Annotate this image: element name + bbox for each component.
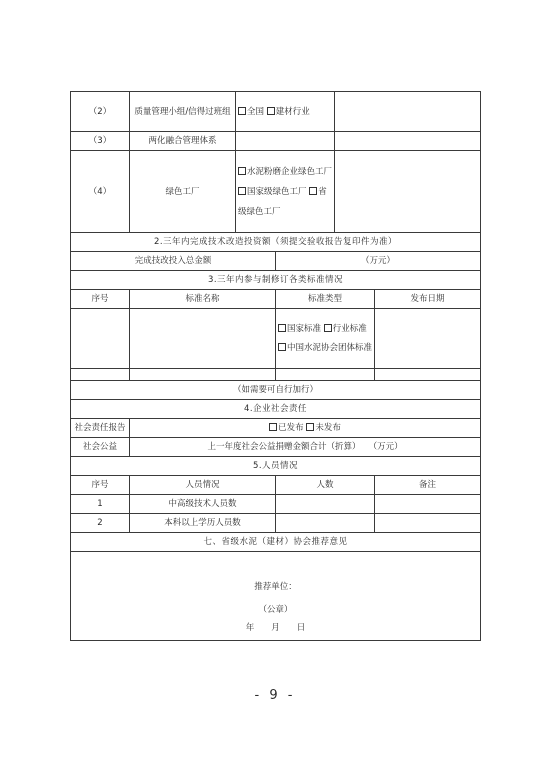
count-field[interactable] — [276, 514, 375, 533]
blank-cell[interactable] — [335, 151, 481, 233]
row-number: （4） — [71, 151, 130, 233]
field-label: 社会责任报告 — [71, 419, 130, 438]
checkbox[interactable] — [269, 423, 277, 431]
option-label: 建材行业 — [275, 106, 310, 117]
column-header: 备注 — [375, 476, 481, 495]
option-label: 省级绿色工厂 — [238, 186, 327, 217]
page-number: - 9 - — [254, 688, 296, 703]
table-note: （如需要可自行加行） — [71, 381, 481, 400]
row-description: 本科以上学历人员数 — [130, 514, 276, 533]
option-label: 未发布 — [315, 423, 341, 433]
option-label: 已发布 — [278, 423, 304, 433]
row-number: （3） — [71, 132, 130, 151]
blank-cell[interactable] — [130, 369, 276, 381]
row-number: 1 — [71, 495, 130, 514]
welfare-field[interactable] — [130, 438, 481, 457]
field-label: 完成技改投入总金额 — [71, 252, 276, 271]
seal-label: （公章） — [258, 605, 293, 615]
blank-cell[interactable] — [71, 309, 130, 369]
section-title: 4.企业社会责任 — [71, 400, 481, 419]
option-label: 行业标准 — [332, 323, 367, 334]
date-label: 年 月 日 — [245, 623, 306, 633]
item-name: 两化融合管理体系 — [130, 132, 236, 151]
remark-field[interactable] — [375, 495, 481, 514]
blank-cell[interactable] — [375, 369, 481, 381]
table-row — [71, 514, 481, 533]
recommendation-area[interactable] — [71, 552, 481, 641]
item-name: 质量管理小组/信得过班组 — [130, 92, 236, 132]
option-label: 全国 — [247, 106, 265, 117]
unit-label: （万元） — [368, 442, 403, 452]
column-header: 发布日期 — [375, 290, 481, 309]
option-group — [236, 151, 335, 233]
blank-cell[interactable] — [375, 309, 481, 369]
blank-cell[interactable] — [130, 309, 276, 369]
row-number: （2） — [71, 92, 130, 132]
option-label: 国家级绿色工厂 — [247, 186, 307, 197]
checkbox[interactable] — [324, 324, 332, 332]
section-title: 5.人员情况 — [71, 457, 481, 476]
recommender-label: 推荐单位： — [254, 582, 297, 592]
checkbox[interactable] — [309, 187, 317, 195]
item-name: 绿色工厂 — [130, 151, 236, 233]
option-label: 国家标准 — [287, 323, 322, 334]
checkbox[interactable] — [238, 187, 246, 195]
unit-label: （万元） — [361, 256, 396, 266]
blank-cell[interactable] — [71, 369, 130, 381]
blank-cell[interactable] — [276, 369, 375, 381]
column-header: 人数 — [276, 476, 375, 495]
column-header: 标准名称 — [130, 290, 276, 309]
row-number: 2 — [71, 514, 130, 533]
option-label: 水泥粉磨企业绿色工厂 — [247, 166, 333, 177]
blank-cell[interactable] — [335, 92, 481, 132]
option-group — [236, 92, 335, 132]
field-label: 社会公益 — [71, 438, 130, 457]
field-text: 上一年度社会公益捐赠金额合计（折算） — [207, 442, 361, 452]
option-group — [276, 309, 375, 369]
checkbox[interactable] — [238, 167, 246, 175]
column-header: 人员情况 — [130, 476, 276, 495]
column-header: 标准类型 — [276, 290, 375, 309]
table-row — [71, 495, 481, 514]
checkbox[interactable] — [267, 107, 275, 115]
blank-cell[interactable] — [335, 132, 481, 151]
blank-cell[interactable] — [236, 132, 335, 151]
application-form-table — [70, 91, 481, 641]
section-title: 七、省级水泥（建材）协会推荐意见 — [71, 533, 481, 552]
column-header: 序号 — [71, 290, 130, 309]
remark-field[interactable] — [375, 514, 481, 533]
row-description: 中高级技术人员数 — [130, 495, 276, 514]
checkbox[interactable] — [306, 423, 314, 431]
amount-field[interactable] — [276, 252, 481, 271]
section-title: 3.三年内参与制修订各类标准情况 — [71, 271, 481, 290]
option-group — [130, 419, 481, 438]
count-field[interactable] — [276, 495, 375, 514]
checkbox[interactable] — [278, 343, 286, 351]
checkbox[interactable] — [238, 107, 246, 115]
checkbox[interactable] — [278, 324, 286, 332]
section-title: 2.三年内完成技术改造投资额（须提交验收报告复印件为准） — [71, 233, 481, 252]
option-label: 中国水泥协会团体标准 — [287, 342, 373, 353]
column-header: 序号 — [71, 476, 130, 495]
